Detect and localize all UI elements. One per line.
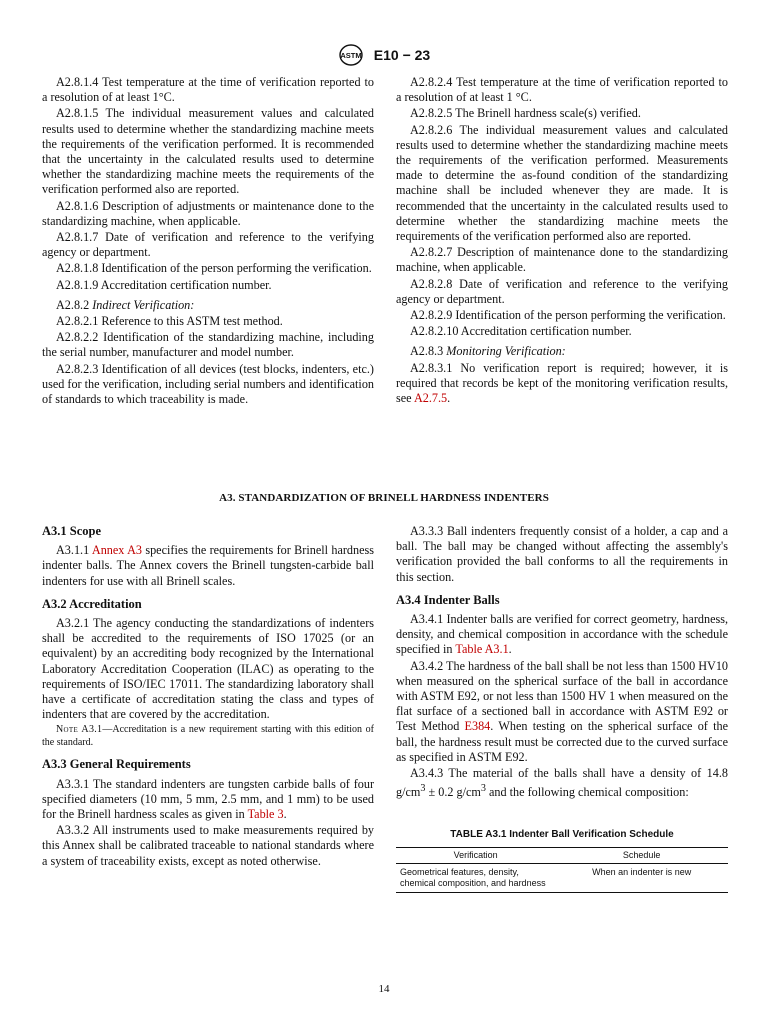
left-column-top (42, 75, 374, 408)
paragraph-A2.8.2.2: A2.8.2.2 Identification of the standardizing machine, including the serial number, manufacturer and model number. (42, 330, 374, 360)
paragraph-A3.2.1: A3.2.1 The agency conducting the standardizations of indenters shall be accredited to the requirements of ISO 17025 (or an equivalent) by an accrediting body recognized by the International Laboratory Accreditation Cooperation (ILAC) as operating to the requirements of ISO/IEC 17011. The standardizing laboratory shall have a certificate of accreditation stating the class and types of indenters that are covered by the accreditation. (42, 616, 374, 722)
section-heading-A3.3: A3.3 General Requirements (42, 757, 191, 772)
paragraph-A3.4.3: A3.4.3 The material of the balls shall have a density of 14.8 $g/cm^3 \pm 0.2$ $g/cm^3$ and the following chemical composition: (396, 766, 728, 800)
section-heading-A3.4: A3.4 Indenter Balls (396, 592, 500, 607)
page-header (0, 44, 768, 66)
subheading-A2.8.2: A2.8.2 Indirect Verification: (56, 297, 195, 312)
paragraph-A2.8.1.9: A2.8.1.9 Accreditation certification number. (56, 277, 272, 292)
paragraph-A3.3.2: A3.3.2 All instruments used to make measurements required by this Annex shall be calibrated traceable to national standards where a system of traceability exists, except as noted otherwise. (42, 823, 375, 868)
paragraph-A2.8.2.7: A2.8.2.7 Description of maintenance done to the standardizing machine, when applicable. (396, 245, 728, 275)
astm-logo-icon (338, 44, 364, 66)
paragraph-A3.3.1: A3.3.1 The standard indenters are tungsten carbide balls of four specified diameters (10 mm, 5 mm, 2.5 mm, and 1 mm) to be used for the Brinell hardness scales as given in Table 3. (42, 776, 375, 822)
section-heading-A3.1: A3.1 Scope (42, 524, 102, 538)
link-A2.7.5[interactable]: A2.7.5 (413, 391, 448, 406)
note-A3.1: Note A3.1—Accreditation is a new requirement starting with this edition of the standard. (42, 724, 375, 748)
table-title: TABLE A3.1 Indenter Ball Verification Schedule (450, 828, 674, 840)
table-cell-schedule: When an indenter is new (555, 863, 728, 892)
astm-logo-text: ASTM (340, 51, 362, 60)
paragraph-A2.8.2.3: A2.8.2.3 Identification of all devices (test blocks, indenters, etc.) used for the verification, including serial numbers and identification of standards to which traceability is made. (42, 361, 375, 407)
table-row (396, 863, 728, 892)
paragraph-A3.4.1: A3.4.1 Indenter balls are verified for correct geometry, hardness, density, and chemical composition in accordance with the schedule specified in Table A3.1. (396, 612, 729, 657)
table-cell-verification: Geometrical features, density, chemical composition, and hardness (396, 863, 555, 892)
link-table-a3.1[interactable]: Table A3.1 (455, 642, 509, 657)
verification-schedule-table (396, 847, 728, 893)
paragraph-A3.3.3: A3.3.3 Ball indenters frequently consist of a holder, a cap and a ball. The ball may be changed without affecting the assembly's verification provided the ball conforms to all the requirements in this section. (396, 524, 729, 584)
paragraph-A2.8.2.9: A2.8.2.9 Identification of the person performing the verification. (410, 308, 726, 323)
right-column-top (396, 75, 728, 407)
section-heading-A3.2: A3.2 Accreditation (42, 596, 142, 611)
paragraph-A2.8.1.8: A2.8.1.8 Identification of the person performing the verification. (56, 261, 372, 276)
table-header-row (396, 847, 728, 863)
table-a3.1 (396, 827, 728, 893)
right-column-bottom (396, 524, 728, 893)
paragraph-A2.8.1.7: A2.8.1.7 Date of verification and reference to the verifying agency or department. (42, 230, 374, 260)
standard-designation: E10 − 23 (373, 47, 431, 63)
link-table-3[interactable]: Table 3 (247, 807, 284, 822)
paragraph-A2.8.1.4: A2.8.1.4 Test temperature at the time of verification reported to a resolution of at least 1°C. (42, 75, 375, 105)
paragraph-A3.4.2: A3.4.2 The hardness of the ball shall be not less than 1500 HV10 when measured on the spherical surface of the ball in accordance with ASTM E92, or not less than 1500 HV 1 when measured on the flat surface of a sectioned ball in accordance with ASTM E92 or Test Method E384. When testing on the spherical surface of the ball, the hardness result must be corrected due to the curved surface as specified in ASTM E92. (396, 658, 729, 764)
paragraph-A2.8.3.1: A2.8.3.1 No verification report is required; however, it is required that records be kept of the monitoring verification results, see A2.7.5. (396, 360, 728, 406)
subheading-A2.8.3: A2.8.3 Monitoring Verification: (410, 344, 566, 359)
paragraph-A2.8.2.8: A2.8.2.8 Date of verification and reference to the verifying agency or department. (396, 276, 728, 306)
paragraph-A2.8.2.4: A2.8.2.4 Test temperature at the time of verification reported to a resolution of at least 1 °C. (396, 75, 729, 105)
link-annex-a3[interactable]: Annex A3 (91, 543, 142, 558)
paragraph-A3.1.1: A3.1.1 Annex A3 specifies the requirements for Brinell hardness indenter balls. The Annex covers the Brinell tungsten-carbide ball indenters for use with all Brinell scales. (42, 543, 375, 588)
paragraph-A2.8.1.6: A2.8.1.6 Description of adjustments or maintenance done to the standardizing machine, when applicable. (42, 198, 375, 228)
page-number: 14 (378, 983, 390, 995)
paragraph-A2.8.2.10: A2.8.2.10 Accreditation certification number. (410, 324, 632, 339)
paragraph-A2.8.2.6: A2.8.2.6 The individual measurement values and calculated results used to determine whether the standardizing machine meets the requirements of the verification performed. Measurements made to determine the as-found condition of the standardizing machine shall be included whenever they are made. It is recommended that the uncertainty in the calculated results used to determine whether the standardizing machine meets the requirements of the verification performed also are reported. (396, 122, 729, 244)
annex-a3-title: A3. STANDARDIZATION OF BRINELL HARDNESS INDENTERS (219, 492, 549, 504)
paragraph-A2.8.2.5: A2.8.2.5 The Brinell hardness scale(s) verified. (410, 106, 641, 121)
column-header-schedule: Schedule (555, 847, 728, 863)
paragraph-A2.8.1.5: A2.8.1.5 The individual measurement values and calculated results used to determine whether the standardizing machine meets the requirements of the verification performed. It is recommended that the uncertainty in the calculated results used to determine whether the standardizing machine meets the requirements of the verification performed also are reported. (42, 106, 375, 197)
left-column-bottom (42, 524, 374, 870)
paragraph-A2.8.2.1: A2.8.2.1 Reference to this ASTM test method. (56, 314, 283, 329)
link-e384[interactable]: E384 (464, 719, 491, 734)
column-header-verification: Verification (396, 847, 555, 863)
